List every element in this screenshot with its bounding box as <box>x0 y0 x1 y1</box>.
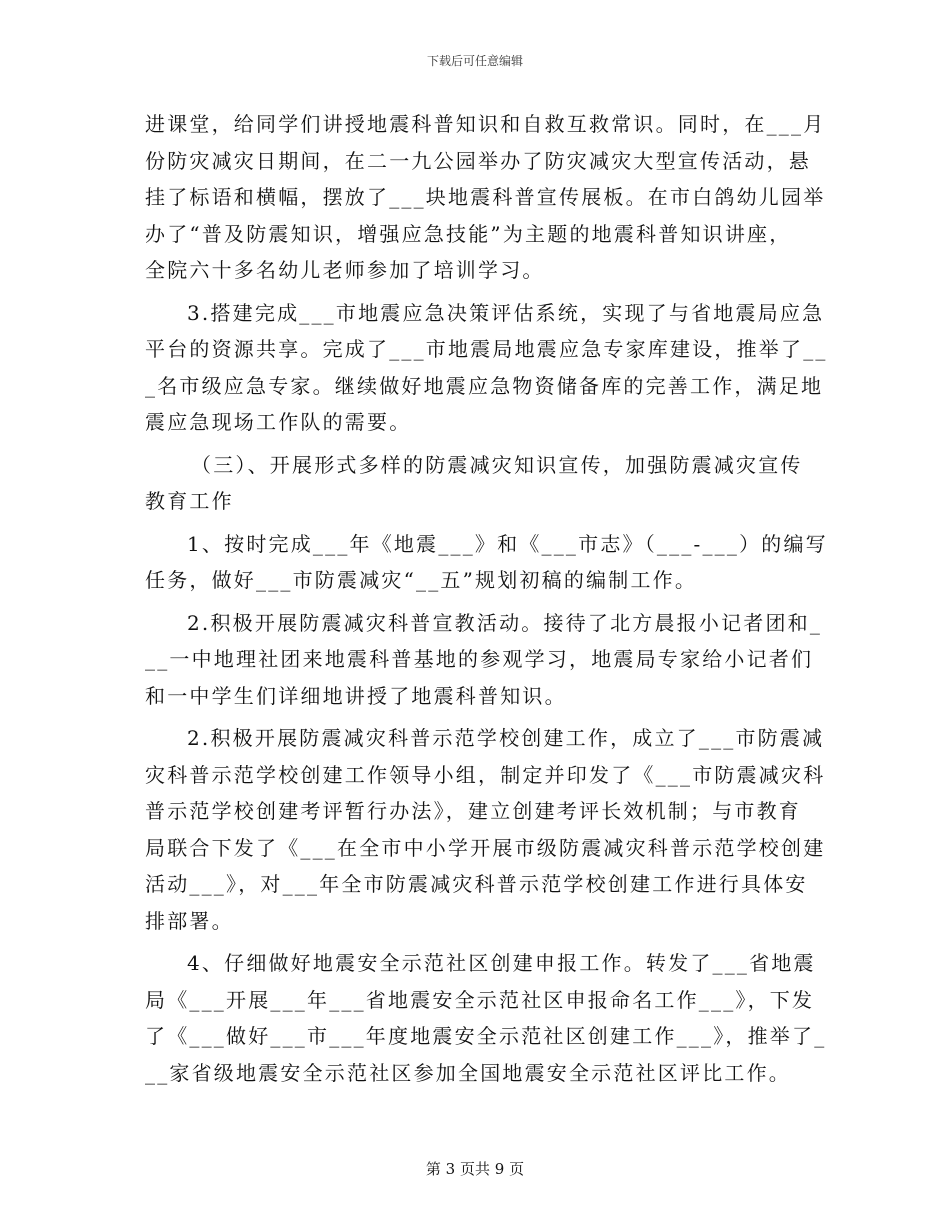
document-body <box>145 106 828 1091</box>
text-line: 局联合下发了《___在全市中小学开展市级防震减灾科普示范学校创建 <box>145 835 826 860</box>
text-line: 3.搭建完成___市地震应急决策评估系统，实现了与省地震局应急 <box>187 300 825 325</box>
text-line: 普示范学校创建考评暂行办法》，建立创建考评长效机制；与市教育 <box>145 799 801 823</box>
paragraph <box>145 605 823 715</box>
text-line: 任务，做好___市防震减灾“__五”规划初稿的编制工作。 <box>145 568 698 592</box>
text-line: 办了“普及防震知识，增强应急技能”为主题的地震科普知识讲座， <box>145 221 792 246</box>
text-line: _名市级应急专家。继续做好地震应急物资储备库的完善工作，满足地 <box>145 373 824 398</box>
text-line: 挂了标语和横幅，摆放了___块地震科普宣传展板。在市白鸽幼儿园举 <box>145 185 826 209</box>
text-line: 了《___做好___市___年度地震安全示范社区创建工作___》，推举了_ <box>145 1024 827 1048</box>
text-line: 震应急现场工作队的需要。 <box>145 410 412 434</box>
text-line: 4、仔细做好地震安全示范社区创建申报工作。转发了___省地震 <box>187 951 816 975</box>
text-line: 活动___》，对___年全市防震减灾科普示范学校创建工作进行具体安 <box>145 872 808 896</box>
paragraph <box>145 526 828 599</box>
text-line: 平台的资源共享。完成了___市地震局地震应急专家库建设，推举了__ <box>145 337 828 361</box>
section-heading <box>145 447 805 520</box>
text-line: 局《___开展___年___省地震安全示范社区申报命名工作___》，下发 <box>145 987 815 1012</box>
text-line: 和一中学生们详细地讲授了地震科普知识。 <box>145 683 567 708</box>
page-footer: 第 3 页共 9 页 <box>425 1160 525 1178</box>
text-line: 全院六十多名幼儿老师参加了培训学习。 <box>145 258 545 282</box>
paragraph <box>145 106 826 289</box>
text-line: 教育工作 <box>145 489 234 513</box>
text-line: __家省级地震安全示范社区参加全国地震安全示范社区评比工作。 <box>145 1060 791 1085</box>
text-line: 份防灾减灾日期间，在二一九公园举办了防灾减灾大型宣传活动，悬 <box>145 148 811 173</box>
text-line: （三）、开展形式多样的防震减灾知识宣传，加强防震减灾宣传 <box>191 452 803 477</box>
paragraph <box>145 720 826 939</box>
text-line: 排部署。 <box>145 908 234 933</box>
text-line: 2.积极开展防震减灾科普示范学校创建工作，成立了___市防震减 <box>187 726 825 750</box>
paragraph <box>145 295 828 441</box>
text-line: 灾科普示范学校创建工作领导小组，制定并印发了《___市防震减灾科 <box>145 762 826 787</box>
text-line: 进课堂，给同学们讲授地震科普知识和自救互救常识。同时，在___月 <box>145 112 826 136</box>
text-line: 2.积极开展防震减灾科普宣教活动。接待了北方晨报小记者团和_ <box>187 610 823 635</box>
page-header: 下载后可任意编辑 <box>426 54 523 68</box>
text-line: __一中地理社团来地震科普基地的参观学习，地震局专家给小记者们 <box>145 647 814 671</box>
paragraph <box>145 945 827 1091</box>
text-line: 1、按时完成___年《地震___》和《___市志》（___-___）的编写 <box>187 531 828 556</box>
